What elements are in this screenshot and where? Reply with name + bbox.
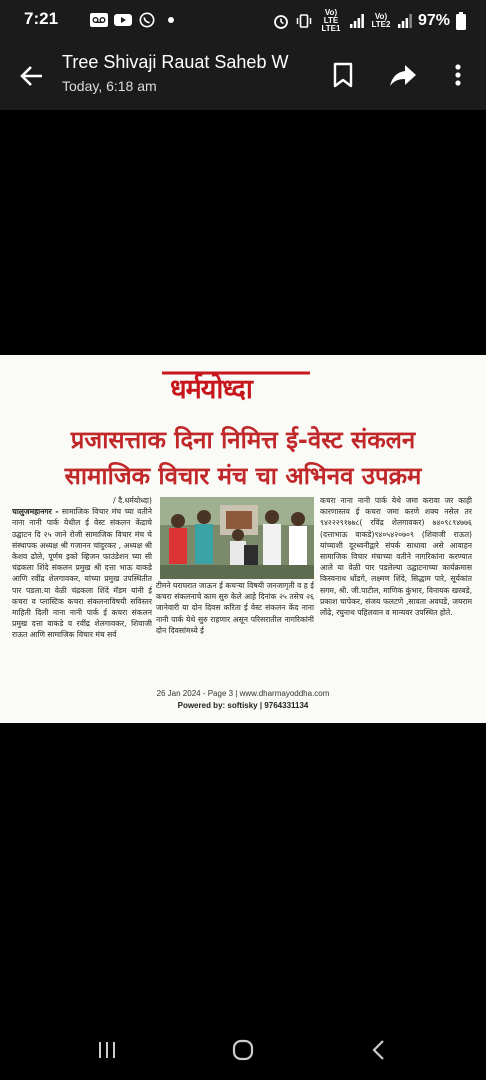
masthead-title: धर्मयोध्दा [170,374,252,405]
share-icon [389,63,417,87]
voicemail-icon [90,12,108,28]
star-button[interactable] [328,60,358,90]
status-bar [0,0,486,40]
share-button[interactable] [388,60,418,90]
newspaper-masthead [160,363,330,405]
newspaper-clipping-image[interactable] [0,355,486,723]
recent-apps-icon [97,1040,117,1060]
headline-line-2: सामाजिक विचार मंच चा अभिनव उपक्रम [64,462,422,490]
back-icon [371,1039,387,1061]
navigation-bar [0,1020,486,1080]
column-left-text: सामाजिक विचार मंच च्या वतीने नाना नानी पार्क येथील ई वेस्ट संकलन केंद्राचे उद्घाटन दि २५ जाने रोजी सामाजिक विचार मंच चे संस्थापक अध्यक्ष श्री गजानन चांदुरकर , अध्यक्ष श्री केशव ढोले, पूर्णम इको व्हिजन फाउंडेशन च्या सी चंद्रकला शिंदे संकलन प्रमुख श्री दत्ता भाऊ वाकडे आणि रवींद्र शेलगावकर, यांच्या प्रमुख उपस्थितीत पार पडला.या वेळी चंद्रकला शिंदे मॅडम यांनी ई कचरा व प्लास्टिक कचरा संकलनाविषयी सविस्तर माहिती दिली नाना नानी पार्क ई कचरा संकलन प्रमुख दत्ता वाकडे व रवींद्र शेलगावकर, शिवाजी राऊत आणि सामाजिक विचार मंच सर्व [12,507,152,640]
article-column-left [12,495,152,671]
article-column-middle [156,580,314,670]
clipping-date-page: 26 Jan 2024 - Page 3 | www.dharmayoddha.com [156,689,330,698]
signal-2-icon [398,14,412,28]
message-timestamp: Today, 6:18 am [62,78,157,94]
battery-percent: 97% [417,12,450,29]
back-arrow-icon[interactable] [18,62,46,90]
column-right-text: कचरा नाना नानी पार्क येथे जमा करावा जर काही कारणास्तव ई कचरा जमा करणे शक्य नसेल तर ९४२२२९१७७८( रविंद्र शेलगावकर) ७४०९८९४७७६ (दत्ताभाऊ वाकडे)९४०५४२०७०९ (शिवाजी राऊत) यांच्याशी दूरध्वनीद्वारे संपर्क साधावा असे आवाहन सामाजिक विचार मंचाच्या वतीने नागरिकांना करण्यात आले या वेळी पार पडलेल्या उद्घाटनाच्या कार्यक्रमास किस्वनाथ धोंडगे, लक्ष्मण शिंदे, सिद्धाम पारे, सूर्यकांत सगम, श्री. जी.पाटील, माणिक कुंभार, विनायक खरबडे, प्रकाश चापेकर, संजय फलटणे ,सावता अवघडे, जयराम लोंढे, रघुनाथ पहिलवान व मान्यवर उपस्थित होते. [320,496,472,618]
recent-apps-button[interactable] [95,1038,119,1062]
byline: चालुजमहानगर - [12,507,59,517]
column-middle-text: टीमने घराघरात जाऊन ई कचऱ्या विषयी जनजागृती व ह ई कचरा संकलनाचे काम सुरु केले आहे दिनांक २५ तसेच २६ जानेवारी या दोन दिवस करिता ई वेस्ट संकलन केंद नाना नानी पार्क येथे सुरु राहणार असून परिसरातील नागरिकांनी दोन दिवसांमध्ये ई [156,581,314,635]
article-column-right [320,495,472,673]
vibrate-icon [296,13,312,29]
app-bar [0,40,486,110]
network-label-1: Vo) LTE LTE1 [321,8,341,33]
youtube-icon [114,12,132,28]
more-icon [455,64,461,86]
whatsapp-icon [138,12,156,28]
battery-icon [456,12,466,30]
status-right [272,9,466,33]
status-time: 7:21 [24,9,59,28]
signal-1-icon [350,14,364,28]
nav-back-button[interactable] [367,1038,391,1062]
headline-line-1: प्रजासत्ताक दिना निमित्त ई-वेस्ट संकलन [70,426,416,454]
notification-icons [90,11,174,29]
news-photo [160,497,314,579]
home-icon [232,1039,254,1061]
dateline: / दै.धर्मयोध्दा) [113,496,152,505]
more-notifications-dot [168,17,174,23]
star-icon [332,62,354,88]
clipping-powered-by: Powered by: softisky | 9764331134 [177,701,309,710]
network-label-2: Vo) LTE2 [371,12,391,29]
more-button[interactable] [443,60,473,90]
chat-title: Tree Shivaji Rauat Saheb W [62,52,289,72]
alarm-icon [272,13,290,29]
home-button[interactable] [231,1038,255,1062]
